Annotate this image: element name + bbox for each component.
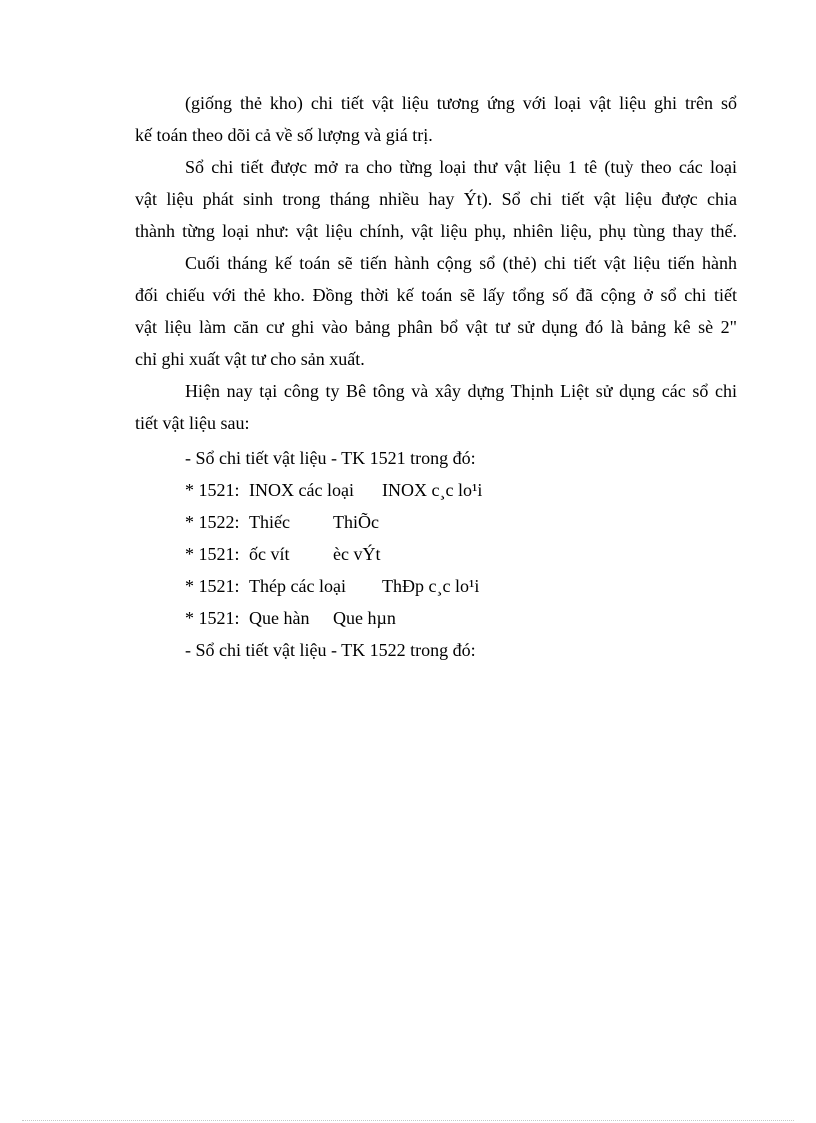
list-item-garbled-name: INOX c¸c lo¹i (382, 480, 483, 500)
list-item-garbled-name: Que hµn (333, 608, 396, 628)
list-item-code: * 1521: (185, 576, 240, 596)
list-item-code: * 1521: (185, 544, 240, 564)
list-tk1522-heading: - Sổ chi tiết vật liệu - TK 1522 trong đó: (185, 640, 476, 660)
list-item-name: INOX các loại (249, 480, 354, 500)
paragraph-3-line-3: vật liệu làm căn cư ghi vào bảng phân bổ vật tư sử dụng đó là bảng kê sè 2" (135, 317, 737, 337)
paragraph-3-line-2: đối chiếu với thẻ kho. Đồng thời kế toán sẽ lấy tổng số đã cộng ở sổ chi tiết (135, 285, 737, 305)
list-item-code: * 1522: (185, 512, 240, 532)
page-bottom-divider (22, 1120, 794, 1121)
list-item-garbled-name: ThÐp c¸c lo¹i (382, 576, 480, 596)
paragraph-4-line-1: Hiện nay tại công ty Bê tông và xây dựng Thịnh Liệt sử dụng các sổ chi (185, 381, 737, 401)
list-item-name: Thiếc (249, 512, 290, 532)
paragraph-1-line-1: (giống thẻ kho) chi tiết vật liệu tương ứng với loại vật liệu ghi trên sổ (185, 93, 737, 113)
paragraph-3-line-1: Cuối tháng kế toán sẽ tiến hành cộng sổ (thẻ) chi tiết vật liệu tiến hành (185, 253, 737, 273)
list-item-name: Que hàn (249, 608, 310, 628)
list-item-name: ốc vít (249, 544, 290, 564)
paragraph-1-line-2: kế toán theo dõi cả về số lượng và giá trị. (135, 125, 433, 145)
list-item-name: Thép các loại (249, 576, 346, 596)
list-item-code: * 1521: (185, 480, 240, 500)
paragraph-4-line-2: tiết vật liệu sau: (135, 413, 250, 433)
list-item-garbled-name: ThiÕc (333, 512, 379, 532)
list-tk1521-heading: - Sổ chi tiết vật liệu - TK 1521 trong đó: (185, 448, 476, 468)
paragraph-3-line-4: chỉ ghi xuất vật tư cho sản xuất. (135, 349, 365, 369)
paragraph-2-line-2: vật liệu phát sinh trong tháng nhiều hay Ýt). Sổ chi tiết vật liệu được chia (135, 189, 737, 209)
list-item-code: * 1521: (185, 608, 240, 628)
list-item-garbled-name: èc vÝt (333, 544, 381, 564)
paragraph-2-line-1: Sổ chi tiết được mở ra cho từng loại thư vật liệu 1 tê (tuỳ theo các loại (185, 157, 737, 177)
paragraph-2-line-3: thành từng loại như: vật liệu chính, vật liệu phụ, nhiên liệu, phụ tùng thay thế. (135, 221, 737, 241)
